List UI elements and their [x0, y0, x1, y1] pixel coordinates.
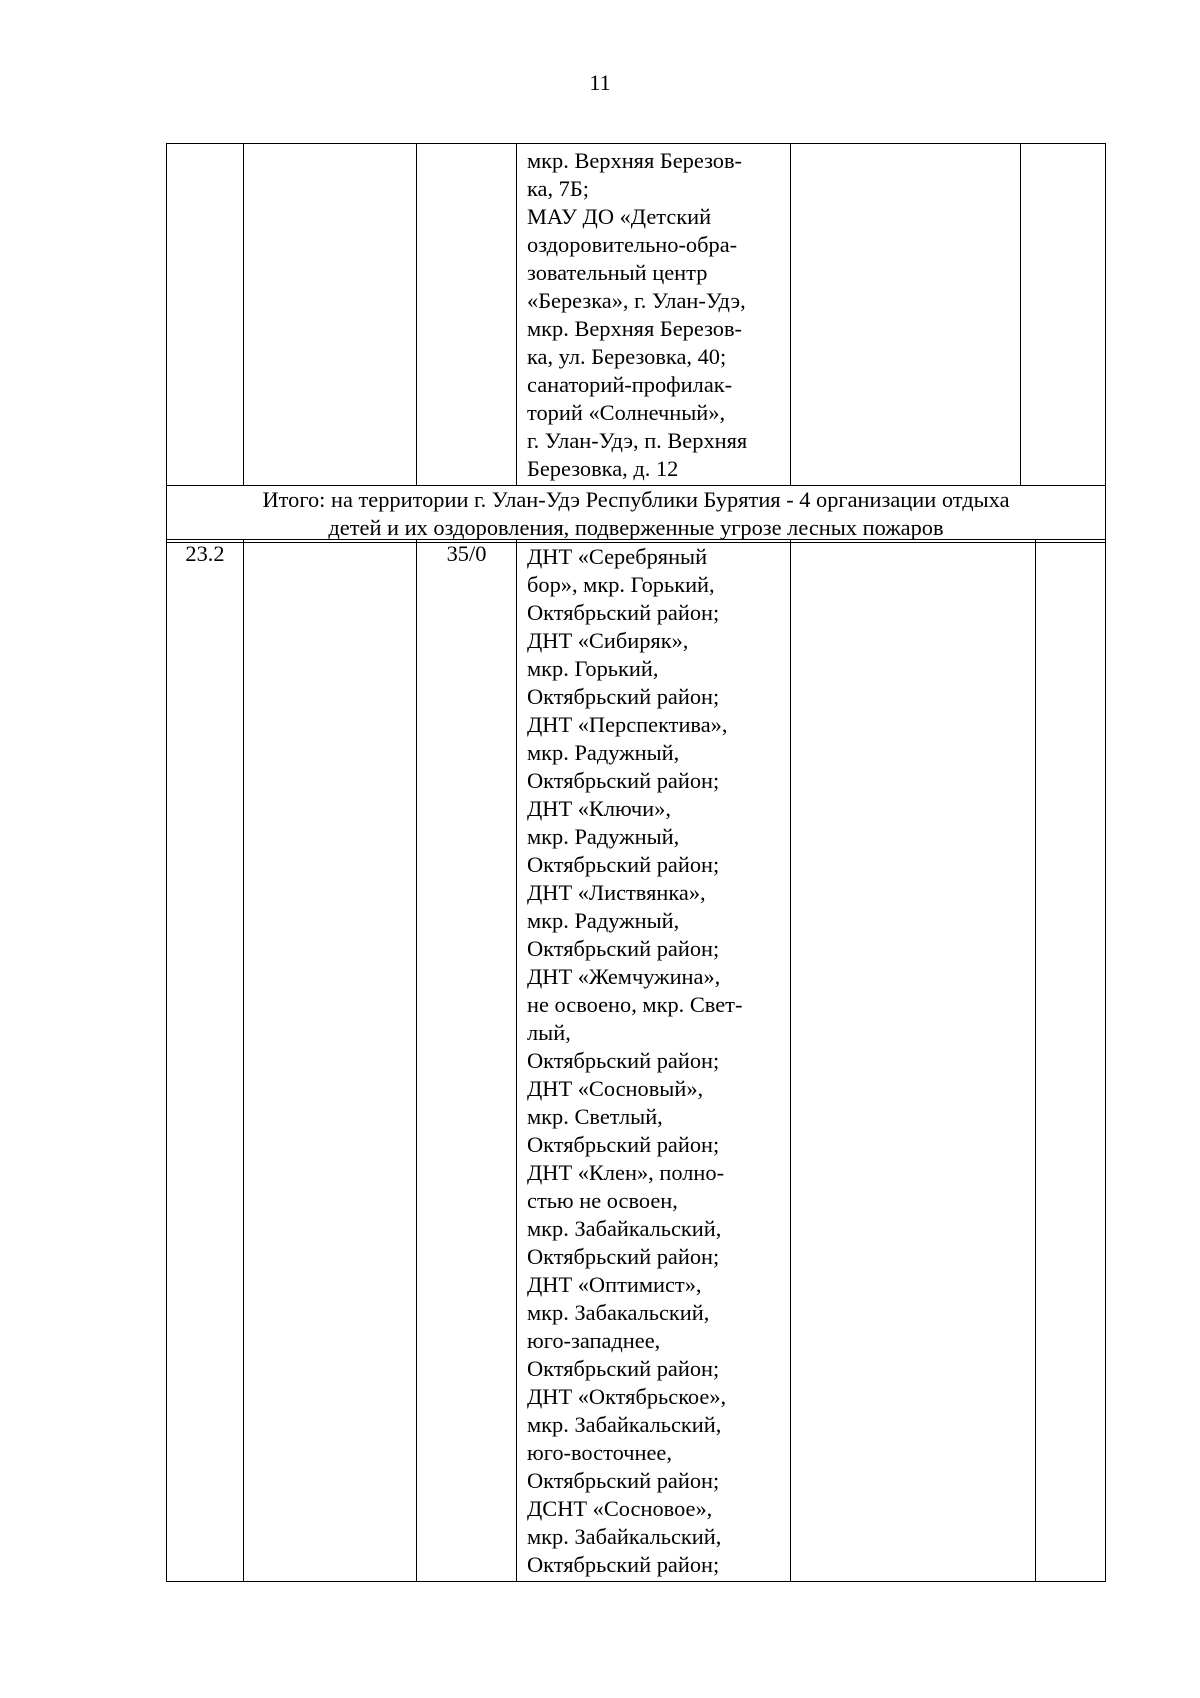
cell-organizations [517, 540, 791, 1582]
cell-empty [791, 144, 1021, 486]
organizations-table-top [166, 143, 1106, 543]
table-row [167, 144, 1106, 486]
organizations-table-bottom [166, 539, 1106, 1582]
cell-row-number: 23.2 [167, 540, 244, 1582]
cell-row-number [167, 144, 244, 486]
summary-row [167, 486, 1106, 543]
organizations-list-2: ДНТ «Серебряный бор», мкр. Горький, Октябрьский район; ДНТ «Сибиряк», мкр. Горький, Октябрьский район; ДНТ «Перспектива», мкр. Радужный, Октябрьский район; ДНТ «Ключи», мкр. Радужный, Октябрьский район; ДНТ «Листвянка», мкр. Радужный, Октябрьский район; ДНТ «Жемчужина», не освоено, мкр. Свет- лый, Октябрьский район; ДНТ «Сосновый», мкр. Светлый, Октябрьский район; ДНТ «Клен», полно- стью не освоен, мкр. Забайкальский, Октябрьский район; ДНТ «Оптимист», мкр. Забакальский, юго-западнее, Октябрьский район; ДНТ «Октябрьское», мкр. Забайкальский, юго-восточнее, Октябрьский район; ДСНТ «Сосновое», мкр. Забайкальский, Октябрьский район; [527, 544, 743, 1577]
summary-line-2: детей и их оздоровления, подверженные угрозе лесных пожаров [328, 515, 944, 540]
table-row [167, 540, 1106, 1582]
summary-line-1: Итого: на территории г. Улан-Удэ Республики Бурятия - 4 организации отдыха [262, 487, 1010, 512]
cell-empty [1036, 540, 1106, 1582]
cell-empty [791, 540, 1036, 1582]
cell-empty [244, 144, 417, 486]
organizations-list-1: мкр. Верхняя Березов- ка, 7Б; МАУ ДО «Детский оздоровительно-обра- зовательный центр «Березка», г. Улан-Удэ, мкр. Верхняя Березов- ка, ул. Березовка, 40; санаторий-профилак- торий «Солнечный», г. Улан-Удэ, п. Верхняя Березовка, д. 12 [527, 148, 748, 481]
cell-count: 35/0 [417, 540, 517, 1582]
cell-empty [1021, 144, 1106, 486]
page-number: 11 [589, 70, 611, 95]
cell-count [417, 144, 517, 486]
cell-empty [244, 540, 417, 1582]
cell-organizations [517, 144, 791, 486]
summary-cell [167, 486, 1106, 543]
